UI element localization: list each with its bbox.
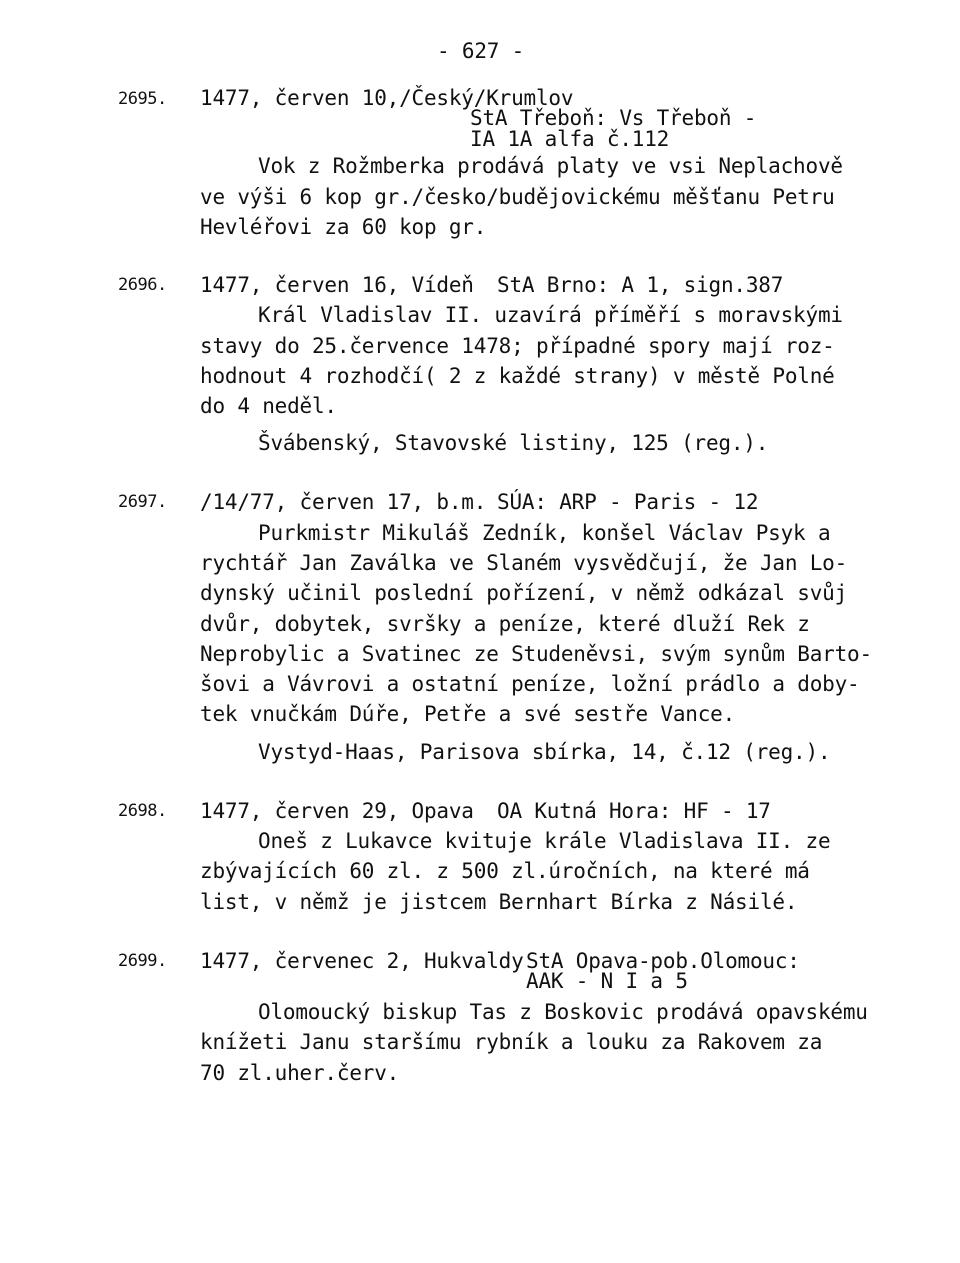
entry-header: 1477, červenec 2, Hukvaldy	[200, 949, 524, 973]
entry-archive: AAK - N I a 5	[526, 969, 688, 993]
entry-body-line: ve výši 6 kop gr./česko/budějovickému měšťanu Petru	[200, 185, 835, 209]
entry-number: 2698.	[118, 801, 167, 821]
entry-reference: Vystyd-Haas, Parisova sbírka, 14, č.12 (reg.).	[258, 740, 831, 764]
entry-body-line: Purkmistr Mikuláš Zedník, konšel Václav Psyk a	[258, 521, 831, 545]
entry-archive: StA Opava-pob.Olomouc:	[526, 949, 800, 973]
entry-body-line: Král Vladislav II. uzavírá příměří s moravskými	[258, 303, 843, 327]
entry-body-line: rychtář Jan Zaválka ve Slaném vysvědčují, že Jan Lo-	[200, 551, 848, 575]
entry-header: 1477, červen 10,/Český/Krumlov	[200, 86, 574, 110]
entry-body-line: hodnout 4 rozhodčí( 2 z každé strany) v městě Polné	[200, 364, 835, 388]
entry-archive: StA Třeboň: Vs Třeboň -	[470, 106, 757, 130]
entry-body-line: list, v němž je jistcem Bernhart Bírka z Násilé.	[200, 890, 798, 914]
entry-body-line: Olomoucký biskup Tas z Boskovic prodává opavskému	[258, 1000, 868, 1024]
entry-archive: StA Brno: A 1, sign.387	[497, 273, 784, 297]
entry-body-line: Hevléřovi za 60 kop gr.	[200, 215, 487, 239]
entry-archive: SÚA: ARP - Paris - 12	[497, 490, 759, 514]
entry-body-line: do 4 neděl.	[200, 394, 337, 418]
entry-body-line: Vok z Rožmberka prodává platy ve vsi Neplachově	[258, 154, 843, 178]
entry-archive: IA 1A alfa č.112	[470, 127, 670, 151]
entry-body-line: Oneš z Lukavce kvituje krále Vladislava II. ze	[258, 829, 831, 853]
entry-reference: Švábenský, Stavovské listiny, 125 (reg.).	[258, 431, 769, 455]
page-number: - 627 -	[437, 39, 525, 63]
entry-body-line: 70 zl.uher.červ.	[200, 1061, 400, 1085]
entry-archive: OA Kutná Hora: HF - 17	[497, 799, 771, 823]
entry-header: 1477, červen 16, Vídeň	[200, 273, 474, 297]
entry-body-line: knížeti Janu staršímu rybník a louku za Rakovem za	[200, 1030, 823, 1054]
entry-body-line: dynský učinil poslední pořízení, v němž odkázal svůj	[200, 581, 848, 605]
entry-number: 2699.	[118, 951, 167, 971]
entry-number: 2697.	[118, 492, 167, 512]
entry-body-line: tek vnučkám Dúře, Petře a své sestře Vance.	[200, 702, 736, 726]
entry-body-line: dvůr, dobytek, svršky a peníze, které dluží Rek z	[200, 612, 810, 636]
entry-body-line: Neprobylic a Svatinec ze Studeněvsi, svým synům Barto-	[200, 642, 872, 666]
entry-number: 2696.	[118, 275, 167, 295]
entry-header: /14/77, červen 17, b.m.	[200, 490, 487, 514]
entry-body-line: zbývajících 60 zl. z 500 zl.úročních, na které má	[200, 859, 810, 883]
entry-number: 2695.	[118, 89, 167, 109]
entry-body-line: stavy do 25.července 1478; případné spory mají roz-	[200, 334, 835, 358]
entry-body-line: šovi a Vávrovi a ostatní peníze, ložní prádlo a doby-	[200, 672, 860, 696]
entry-header: 1477, červen 29, Opava	[200, 799, 474, 823]
